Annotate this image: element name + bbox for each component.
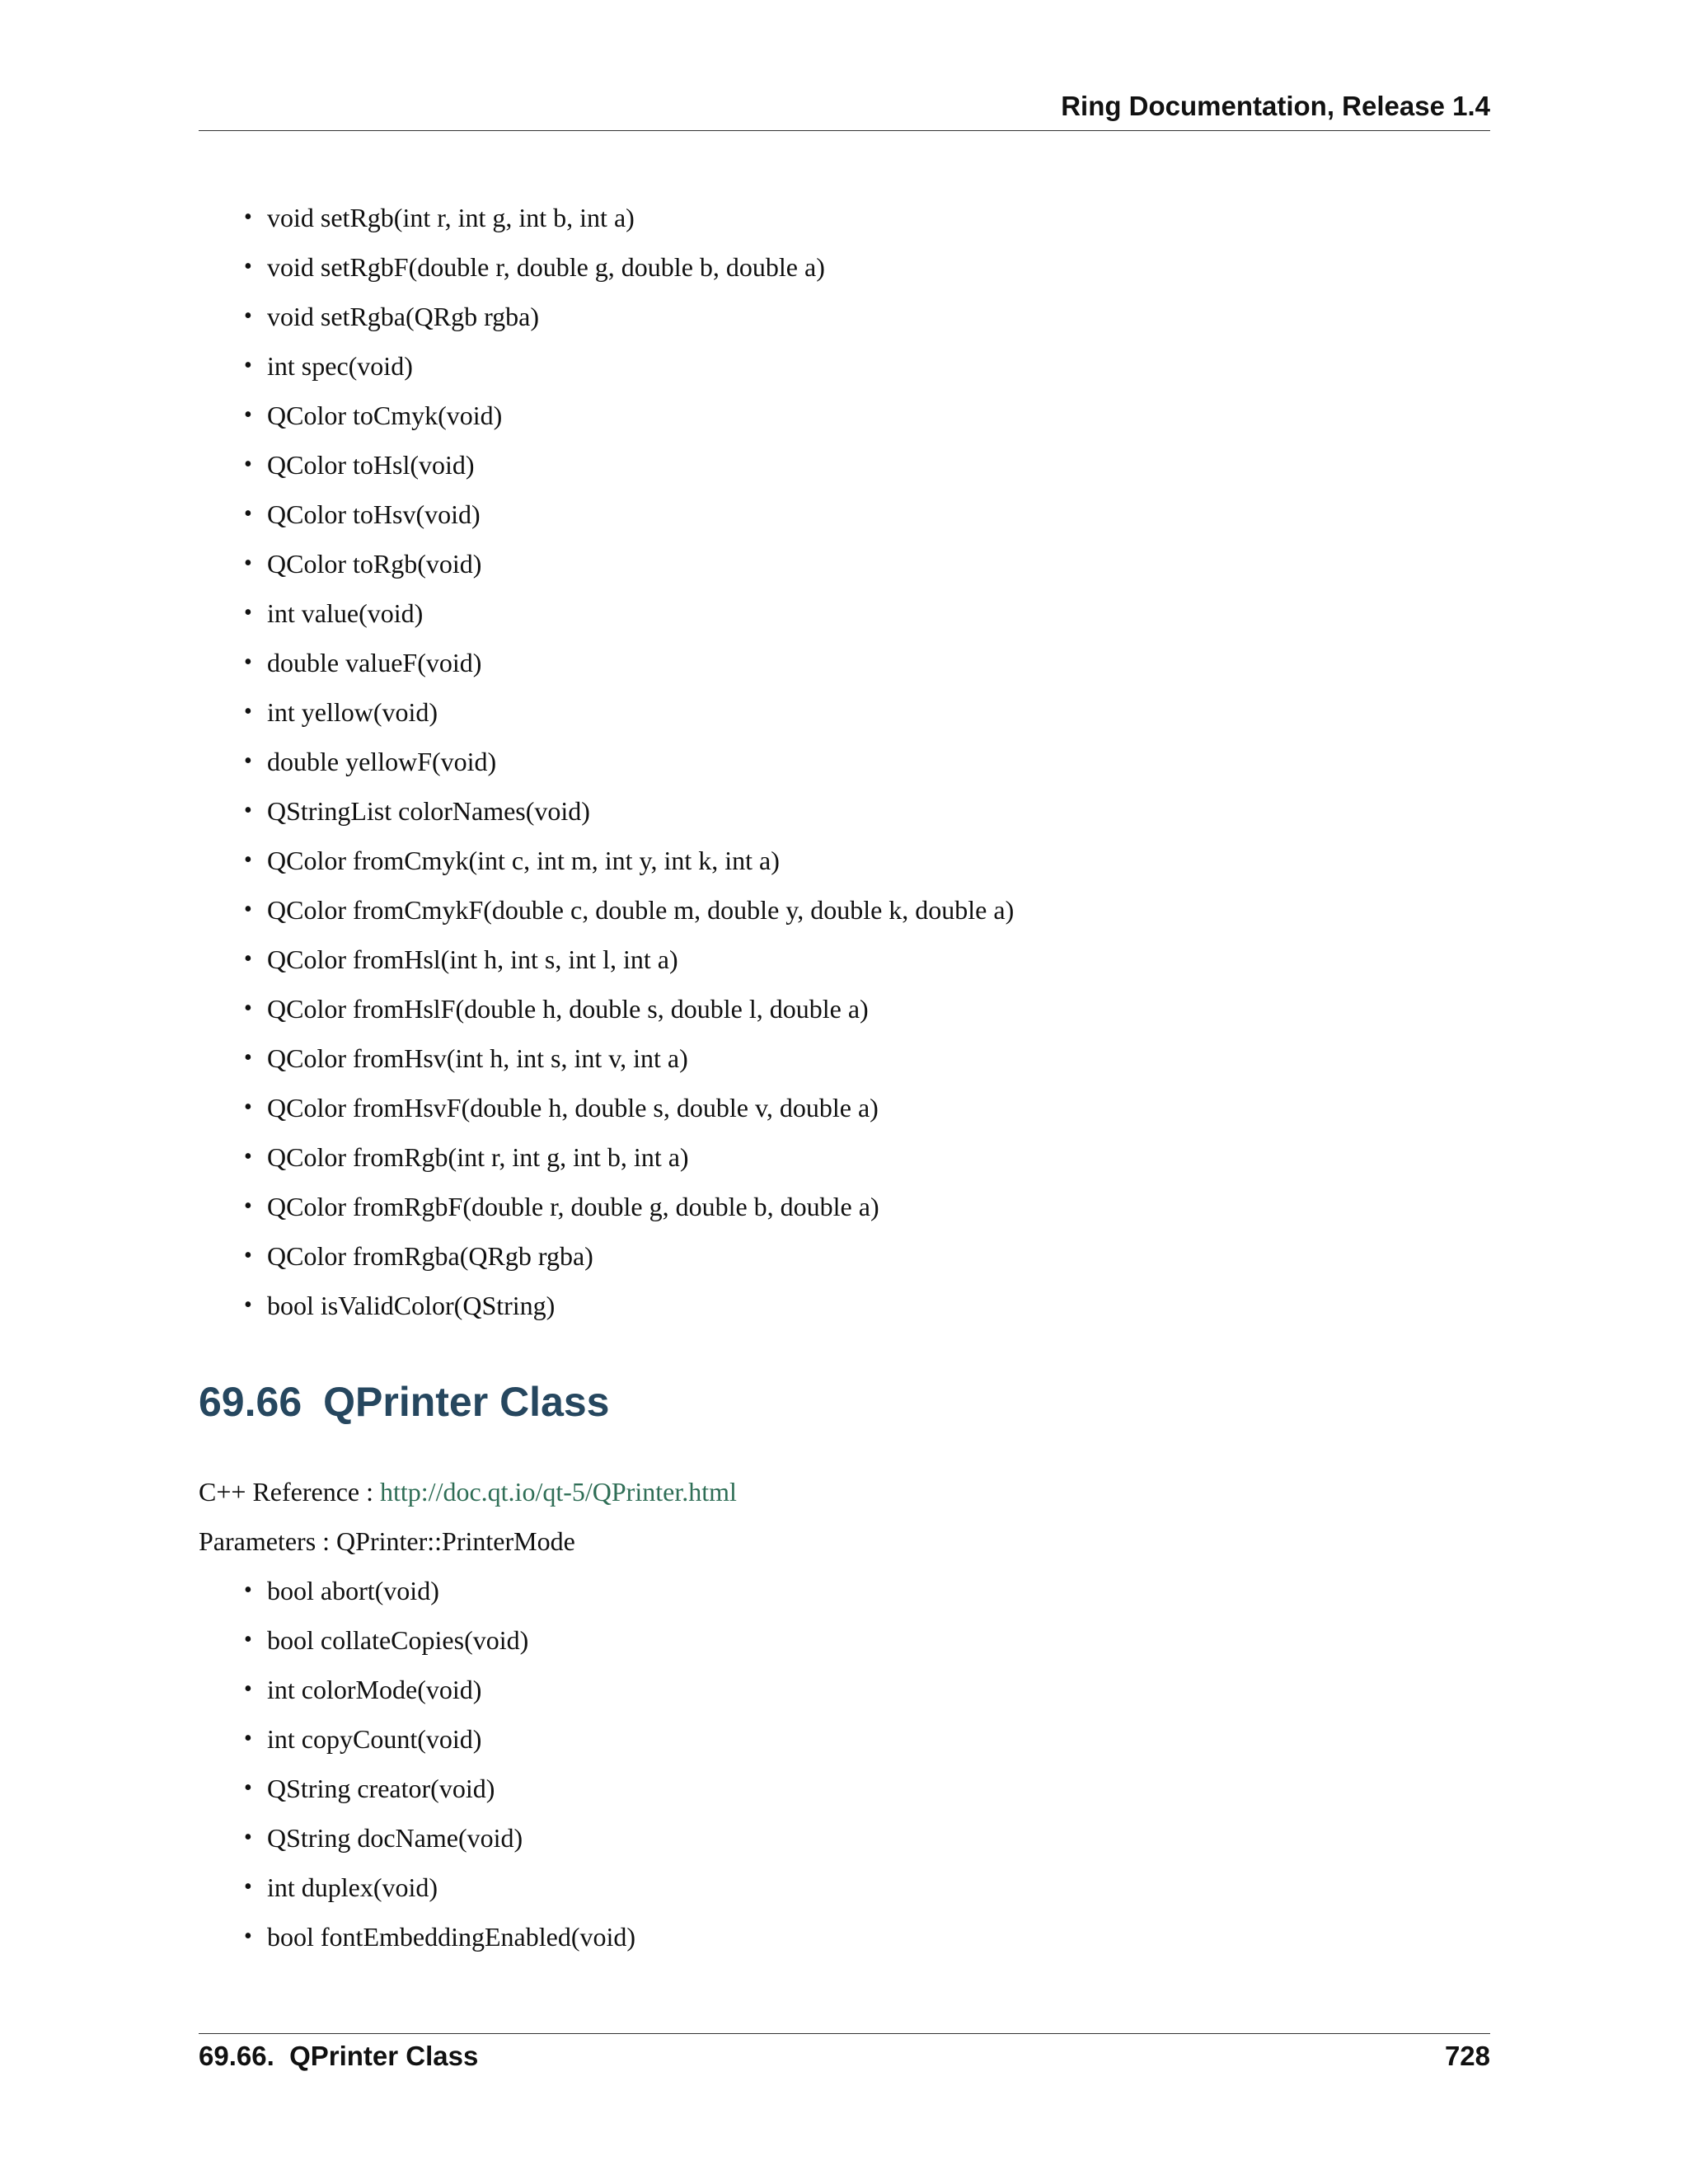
list-item — [0, 1665, 635, 1714]
list-item — [0, 1281, 1014, 1330]
list-item — [0, 1714, 635, 1764]
bullet-icon: • — [244, 1193, 252, 1219]
reference-link[interactable]: http://doc.qt.io/qt-5/QPrinter.html — [380, 1477, 737, 1507]
qprinter-method-list — [0, 1566, 635, 1961]
bullet-icon: • — [244, 1874, 252, 1900]
bullet-icon: • — [244, 1825, 252, 1850]
bullet-icon: • — [244, 1094, 252, 1120]
list-item — [0, 1912, 635, 1961]
list-item — [0, 1764, 635, 1813]
method-signature: QColor fromRgb(int r, int g, int b, int a) — [267, 1142, 689, 1172]
bullet-icon: • — [244, 204, 252, 230]
bullet-icon: • — [244, 402, 252, 428]
list-item — [0, 242, 1014, 292]
list-item — [0, 1132, 1014, 1182]
list-item — [0, 193, 1014, 242]
list-item — [0, 638, 1014, 687]
list-item — [0, 1863, 635, 1912]
bullet-icon: • — [244, 1726, 252, 1751]
list-item — [0, 341, 1014, 391]
list-item — [0, 440, 1014, 490]
footer-section-label: 69.66. QPrinter Class — [199, 2041, 479, 2071]
method-signature: int colorMode(void) — [267, 1675, 482, 1704]
method-signature: double valueF(void) — [267, 648, 482, 677]
method-signature: void setRgbF(double r, double g, double b, double a) — [267, 252, 825, 282]
bullet-icon: • — [244, 946, 252, 972]
running-header-title: Ring Documentation, Release 1.4 — [1061, 91, 1490, 121]
method-signature: int copyCount(void) — [267, 1724, 482, 1754]
list-item — [0, 737, 1014, 786]
bullet-icon: • — [244, 798, 252, 823]
list-item — [0, 490, 1014, 539]
section-number: 69.66 — [199, 1379, 302, 1425]
bullet-icon: • — [244, 1045, 252, 1071]
bullet-icon: • — [244, 1775, 252, 1801]
method-signature: QColor toHsl(void) — [267, 450, 475, 480]
bullet-icon: • — [244, 699, 252, 724]
reference-label: C++ Reference : — [199, 1477, 380, 1507]
method-signature: QColor toRgb(void) — [267, 549, 482, 579]
list-item — [0, 935, 1014, 984]
cpp-reference-line — [199, 1467, 737, 1516]
list-item — [0, 984, 1014, 1033]
bullet-icon: • — [244, 254, 252, 279]
footer-rule — [199, 2033, 1490, 2034]
method-signature: int duplex(void) — [267, 1872, 438, 1902]
bullet-icon: • — [244, 1924, 252, 1949]
footer-page-number: 728 — [1444, 2041, 1490, 2071]
method-signature: double yellowF(void) — [267, 747, 497, 776]
method-signature: bool collateCopies(void) — [267, 1625, 529, 1655]
list-item — [0, 539, 1014, 588]
list-item — [0, 786, 1014, 836]
method-signature: QColor fromRgba(QRgb rgba) — [267, 1241, 593, 1271]
bullet-icon: • — [244, 1144, 252, 1169]
method-signature: QColor fromHslF(double h, double s, double l, double a) — [267, 994, 869, 1024]
bullet-icon: • — [244, 1676, 252, 1702]
bullet-icon: • — [244, 847, 252, 873]
method-signature: QStringList colorNames(void) — [267, 796, 590, 826]
list-item — [0, 836, 1014, 885]
method-signature: bool abort(void) — [267, 1576, 439, 1605]
bullet-icon: • — [244, 1577, 252, 1603]
method-signature: bool fontEmbeddingEnabled(void) — [267, 1922, 636, 1952]
method-signature: QColor fromHsv(int h, int s, int v, int a) — [267, 1043, 688, 1073]
method-signature: QString creator(void) — [267, 1774, 495, 1803]
bullet-icon: • — [244, 649, 252, 675]
bullet-icon: • — [244, 1243, 252, 1268]
method-signature: void setRgba(QRgb rgba) — [267, 302, 540, 331]
method-signature: int value(void) — [267, 598, 424, 628]
bullet-icon: • — [244, 600, 252, 626]
method-signature: bool isValidColor(QString) — [267, 1291, 556, 1320]
bullet-icon: • — [244, 1292, 252, 1318]
list-item — [0, 1083, 1014, 1132]
method-signature: void setRgb(int r, int g, int b, int a) — [267, 203, 635, 232]
section-title: QPrinter Class — [323, 1379, 610, 1425]
list-item — [0, 1566, 635, 1615]
bullet-icon: • — [244, 303, 252, 329]
list-item — [0, 687, 1014, 737]
method-signature: int spec(void) — [267, 351, 413, 381]
method-signature: QColor toCmyk(void) — [267, 401, 503, 430]
method-signature: QColor toHsv(void) — [267, 499, 481, 529]
method-signature: QColor fromHsvF(double h, double s, double v, double a) — [267, 1093, 879, 1122]
bullet-icon: • — [244, 897, 252, 922]
bullet-icon: • — [244, 748, 252, 774]
method-signature: int yellow(void) — [267, 697, 438, 727]
method-signature: QColor fromCmyk(int c, int m, int y, int k, int a) — [267, 846, 780, 875]
bullet-icon: • — [244, 1627, 252, 1652]
list-item — [0, 1813, 635, 1863]
method-signature: QColor fromHsl(int h, int s, int l, int a) — [267, 944, 678, 974]
bullet-icon: • — [244, 501, 252, 527]
list-item — [0, 1182, 1014, 1231]
list-item — [0, 391, 1014, 440]
bullet-icon: • — [244, 996, 252, 1021]
bullet-icon: • — [244, 353, 252, 378]
qcolor-method-list — [0, 193, 1014, 1330]
section-heading — [199, 1378, 610, 1426]
bullet-icon: • — [244, 551, 252, 576]
header-rule — [199, 130, 1490, 131]
parameters-line: Parameters : QPrinter::PrinterMode — [199, 1526, 575, 1556]
method-signature: QColor fromRgbF(double r, double g, double b, double a) — [267, 1192, 879, 1221]
method-signature: QString docName(void) — [267, 1823, 523, 1853]
list-item — [0, 1033, 1014, 1083]
bullet-icon: • — [244, 452, 252, 477]
list-item — [0, 292, 1014, 341]
method-signature: QColor fromCmykF(double c, double m, double y, double k, double a) — [267, 895, 1015, 925]
list-item — [0, 588, 1014, 638]
list-item — [0, 885, 1014, 935]
list-item — [0, 1231, 1014, 1281]
list-item — [0, 1615, 635, 1665]
